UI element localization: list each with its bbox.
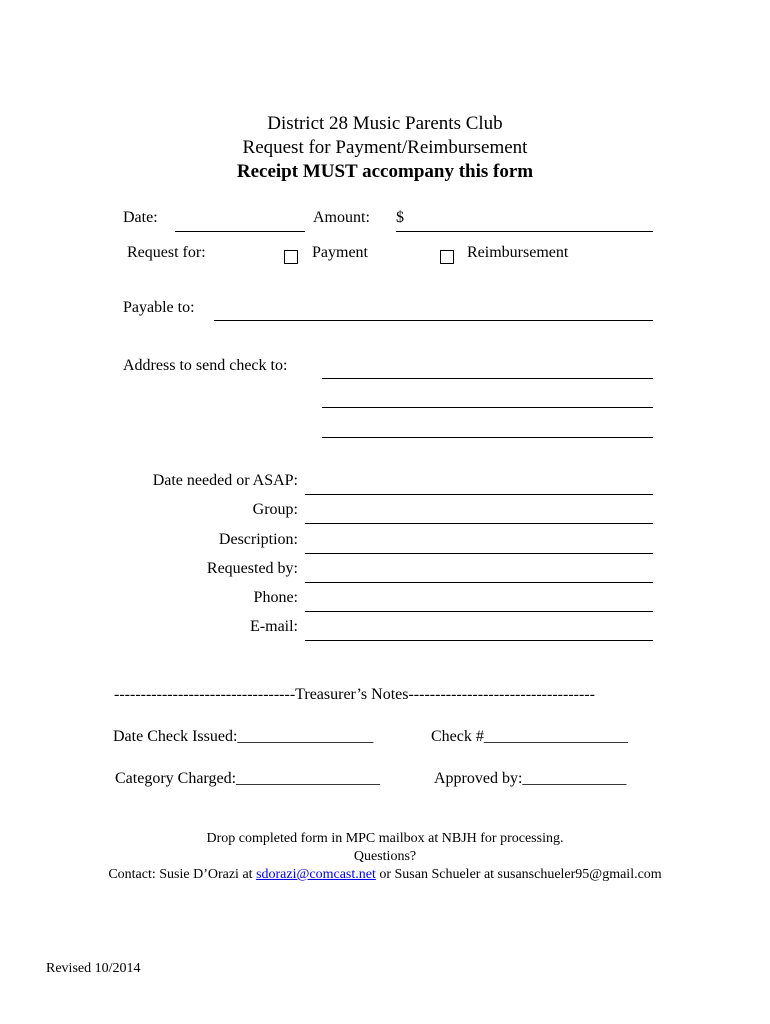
drop-instructions: Drop completed form in MPC mailbox at NBJH for processing.	[206, 831, 564, 846]
group-label: Group:	[252, 501, 298, 518]
contact-suffix: or Susan Schueler at susanschueler95@gmail.com	[375, 867, 662, 882]
revision-date: Revised 10/2014	[46, 961, 141, 976]
date-field[interactable]	[175, 231, 305, 232]
payable-to-field[interactable]	[214, 320, 653, 321]
receipt-notice: Receipt MUST accompany this form	[236, 161, 534, 182]
contact-line	[0, 867, 770, 883]
amount-field[interactable]	[396, 231, 653, 232]
address-label: Address to send check to:	[123, 357, 288, 374]
address-line-2[interactable]	[322, 407, 653, 408]
payment-option-label: Payment	[312, 244, 368, 261]
questions-text: Questions?	[353, 849, 417, 864]
email-label: E-mail:	[250, 618, 298, 635]
phone-field[interactable]	[305, 611, 653, 612]
phone-label: Phone:	[253, 589, 298, 606]
form-title: District 28 Music Parents Club	[267, 113, 503, 134]
reimbursement-checkbox[interactable]	[440, 250, 454, 264]
group-field[interactable]	[305, 523, 653, 524]
date-needed-field[interactable]	[305, 494, 653, 495]
date-label: Date:	[123, 209, 158, 226]
payable-to-label: Payable to:	[123, 299, 195, 316]
form-subtitle: Request for Payment/Reimbursement	[242, 137, 528, 158]
contact-prefix: Contact: Susie D’Orazi at	[108, 867, 257, 882]
treasurer-notes-divider: ----------------------------------Treasurer’s Notes-----------------------------------	[114, 686, 595, 703]
reimbursement-option-label: Reimbursement	[467, 244, 569, 261]
payment-checkbox[interactable]	[284, 250, 298, 264]
contact-email-link[interactable]: sdorazi@comcast.net	[256, 867, 376, 882]
date-check-issued-field[interactable]: Date Check Issued:_________________	[113, 728, 374, 745]
request-for-label: Request for:	[127, 244, 206, 261]
email-field[interactable]	[305, 640, 653, 641]
requested-by-field[interactable]	[305, 582, 653, 583]
address-line-1[interactable]	[322, 378, 653, 379]
approved-by-field[interactable]: Approved by:_____________	[434, 770, 627, 787]
dollar-sign: $	[396, 209, 404, 226]
description-field[interactable]	[305, 553, 653, 554]
category-charged-field[interactable]: Category Charged:__________________	[115, 770, 381, 787]
description-label: Description:	[218, 531, 298, 548]
requested-by-label: Requested by:	[206, 560, 298, 577]
check-number-field[interactable]: Check #__________________	[431, 728, 628, 745]
address-line-3[interactable]	[322, 437, 653, 438]
amount-label: Amount:	[313, 209, 370, 226]
date-needed-label: Date needed or ASAP:	[152, 472, 298, 489]
